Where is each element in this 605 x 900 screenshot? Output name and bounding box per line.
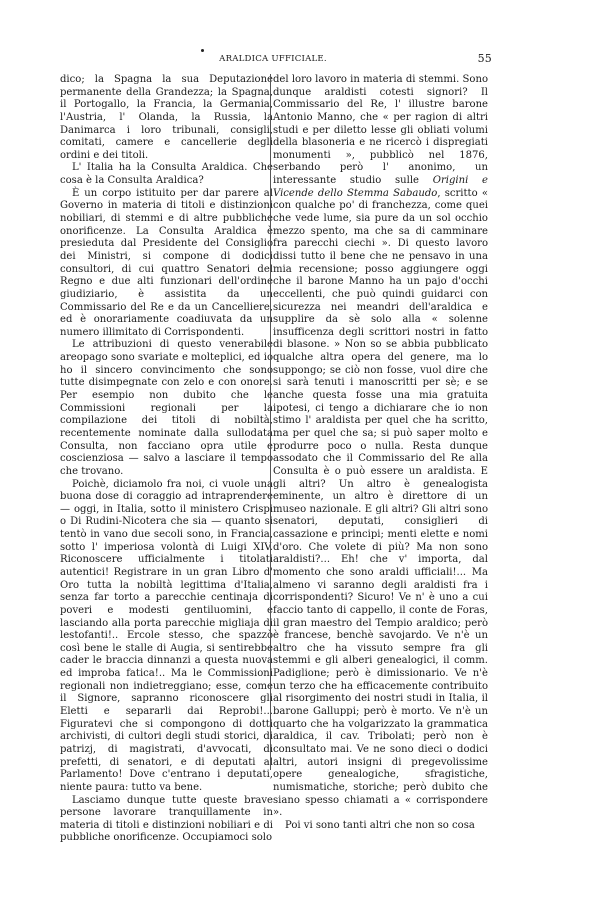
book-title: Origini e Vicende dello Stemma Sabaudo	[273, 175, 488, 199]
right-column	[273, 74, 488, 832]
column-divider	[270, 74, 271, 770]
paragraph: Le attribuzioni di questo venerabile areopago sono svariate e molteplici, ed io ho il sincero convincimento che sono tutte disimpegnate con zelo e con onore. Per esempio non dubito che le Commissioni regionali per la compilazione dei titoli di nobiltà, recentemente nominate dalla sullodata Consulta, non facciano opra utile e coscienziosa — salvo a lasciare il tempo che trovano.	[60, 339, 273, 477]
print-speck	[201, 49, 204, 52]
left-column	[60, 74, 273, 845]
paragraph: L' Italia ha la Consulta Araldica. Che cosa è la Consulta Araldica?	[60, 162, 273, 187]
paragraph	[273, 74, 488, 820]
paragraph: È un corpo istituito per dar parere al Governo in materia di titoli e distinzioni nobiliari, di stemmi e di altre pubbliche onorificenze. La Consulta Araldica è presieduta dal Presidente del Consiglio dei Ministri, si compone di dodici consultori, di cui quattro Senatori del Regno e due alti funzionari dell'ordine giudiziario, è assistita da un Commissario del Re e da un Cancelliere, ed è onorariamente coadiuvata da un numero illimitato di Corrispondenti.	[60, 187, 273, 338]
text-run: del loro lavoro in materia di stemmi. Sono dunque araldisti cotesti signori? Il Commissario del Re, l' illustre barone Antonio Manno, che « per ragion di altri studi e per diletto lesse gli obliati volumi della blasoneria e ne ricercò i dispregiati monumenti », pubblicò nel 1876, serbando però l' anonimo, un interessante studio sulle	[273, 74, 488, 187]
paragraph: dico; la Spagna la sua Deputazione permanente della Grandezza; la Spagna, il Portogallo, la Francia, la Germania, l'Austria, l' Olanda, la Russia, la Danimarca i loro tribunali, consigli, comitati, camere e cancellerie degli ordini e dei titoli.	[60, 74, 273, 161]
running-head: ARALDICA UFFICIALE.	[219, 54, 327, 64]
text-run: , scritto « con qualche po' di franchezza, come quei che vede lume, sia pure da un sol occhio mezzo spento, ma che sa di camminare fra parecchi ciechi ». Di questo lavoro dissi tutto il bene che ne pensavo in una mia recensione; posso aggiungere oggi che il barone Manno ha un pajo d'occhi eccellenti, che può quindi guidarci con sicurezza nei meandri dell'araldica e supplire da sè solo alla « solenne insufficenza degli scrittori nostri in fatto di blasone. » Non so se abbia pubblicato qualche altra opera del genere, ma lo suppongo; se ciò non fosse, vuol dire che si sarà tenuti i manoscritti per sè; e se anche questa fosse una mia gratuita ipotesi, ci tengo a dichiarare che io non stimo l' araldista per quel che ha scritto, ma per quel che sa; si può saper molto e produrre poco o nulla. Resta dunque assodato che il Commissario del Re alla Consulta è o può essere un araldista. E gli altri? Un altro è genealogista eminente, un altro è direttore di un museo nazionale. E gli altri? Gli altri sono senatori, deputati, consiglieri di cassazione e principi; menti elette e nomi d'oro. Che volete di più? Ma non sono araldisti?... Eh! che v' importa, dal momento che sono araldi ufficiali!... Ma almeno vi saranno degli araldisti fra i corrispondenti? Sicuro! Ve n' è uno a cui faccio tanto di cappello, il conte de Foras, il gran maestro del Tempio araldico; però è francese, benchè savojardo. Ve n'è un altro che ha vissuto sempre fra gli stemmi e gli alberi genealogici, il comm. Padiglione; però è dimissionario. Ve n'è un terzo che ha efficacemente contribuito al risorgimento dei nostri studi in Italia, il barone Galluppi; però è morto. Ve n'è un quarto che ha volgarizzato la grammatica araldica, il cav. Tribolati; però non è consultato mai. Ve ne sono dieci o dodici altri, autori insigni di pregevolissime opere genealogiche, sfragistiche, numismatiche, storiche; però dubito che siano spesso chiamati a « corrispondere ».	[273, 187, 488, 819]
paragraph: Lasciamo dunque tutte queste brave persone lavorare tranquillamente in materia di titoli e distinzioni nobiliari e di pubbliche onorificenze. Occupiamoci solo	[60, 794, 273, 844]
page-number: 55	[477, 52, 492, 65]
paragraph: Poi vi sono tanti altri che non so cosa	[285, 819, 475, 831]
paragraph: Poichè, diciamolo fra noi, ci vuole una buona dose di coraggio ad intraprendere — oggi, in Italia, sotto il ministero Crispi o Di Rudini-Nicotera che sia — quanto si tentò in vano due secoli sono, in Francia, sotto l' imperiosa volontà di Luigi XIV. Riconoscere ufficialmente i titolati autentici! Registrare in un gran Libro d' Oro tutta la nobiltà legittima d'Italia, senza far torto a parecchie centinaja di poveri e modesti gentiluomini, e lasciando alla porta parecchie migliaja di lestofanti!.. Ercole stesso, che spazzò così bene le stalle di Augia, si sentirebbe cader le braccia dinnanzi a questa nuova ed improba fatica!.. Ma le Commissioni regionali non indietreggiano; esse, come il Signore, sapranno riconoscere gli Eletti e separarli dai Reprobi!... Figuratevi che si compongono di dotti archivisti, di cultori degli studi storici, di patrizj, di magistrati, d'avvocati, di prefetti, di senatori, e di deputati al Parlamento! Dove c'entrano i deputati, niente paura: tutto va bene.	[60, 478, 273, 793]
